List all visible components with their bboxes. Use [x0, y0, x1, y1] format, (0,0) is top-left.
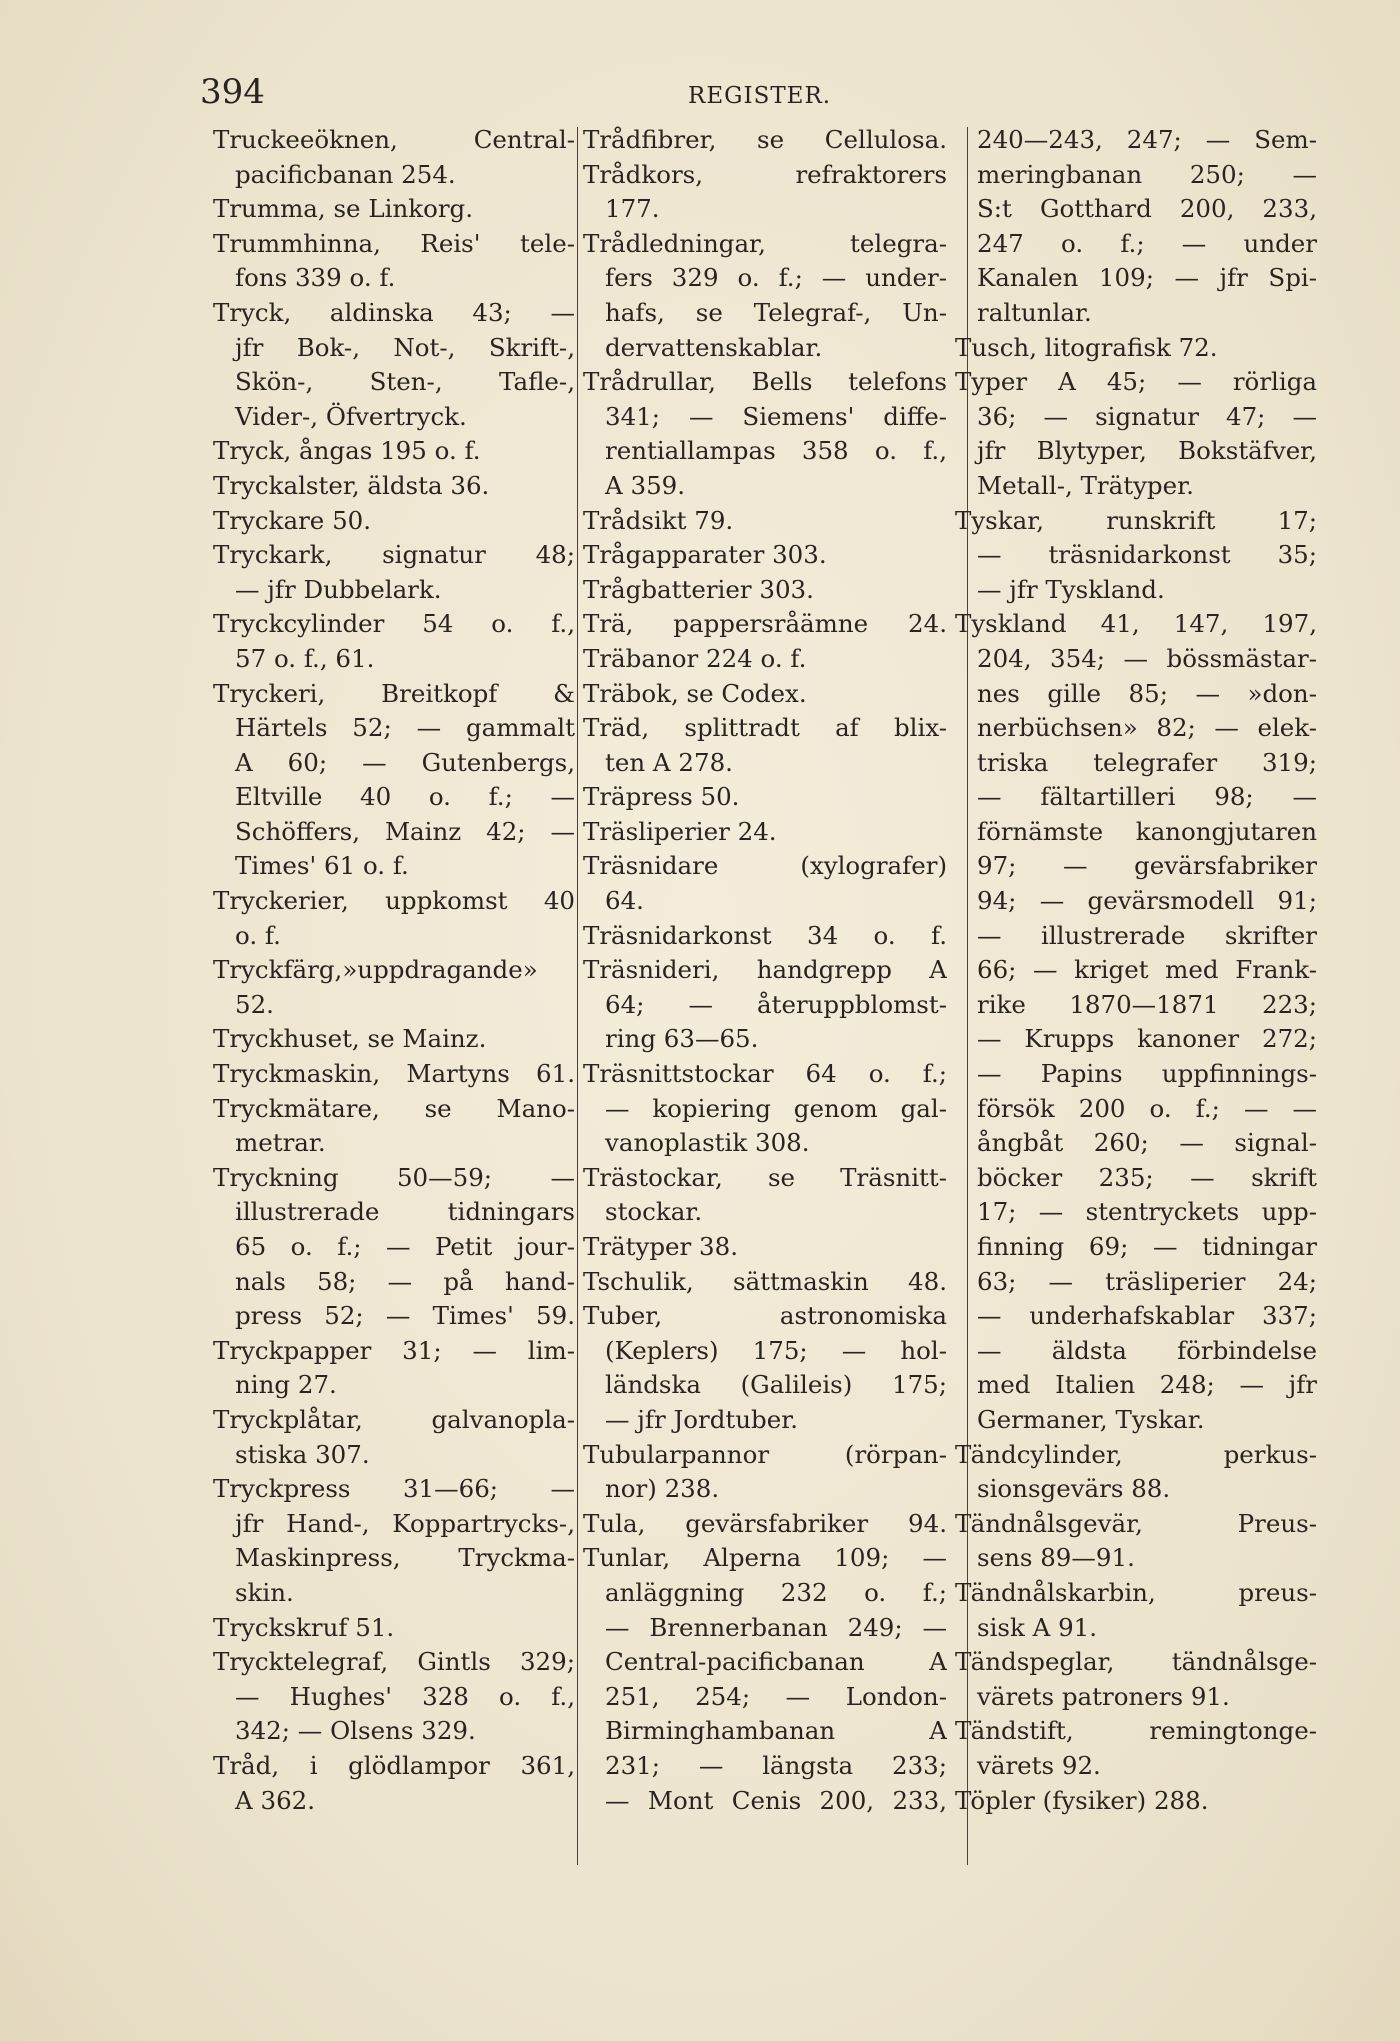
- index-line: — Krupps kanoner 272;: [977, 1024, 1317, 1054]
- index-line: Tryckning 50—59; —: [213, 1162, 575, 1192]
- running-head: REGISTER.: [688, 83, 832, 109]
- index-line: ländska (Galileis) 175;: [605, 1370, 947, 1400]
- index-line: Central-pacificbanan A: [605, 1647, 947, 1677]
- index-line: fers 329 o. f.; — under-: [605, 263, 947, 293]
- index-line: Tyskar, runskrift 17;: [955, 505, 1317, 535]
- index-line: Tyskland 41, 147, 197,: [955, 609, 1317, 639]
- index-line: — Hughes' 328 o. f.,: [235, 1681, 575, 1711]
- index-line: Tryckpapper 31; — lim-: [213, 1335, 575, 1365]
- index-line: Träbanor 224 o. f.: [583, 643, 807, 673]
- index-line: 57 o. f., 61.: [235, 643, 375, 673]
- index-line: Tändnålsgevär, Preus-: [955, 1508, 1317, 1538]
- page-number: 394: [200, 72, 265, 112]
- index-line: Töpler (fysiker) 288.: [955, 1785, 1209, 1815]
- index-line: stiska 307.: [235, 1439, 370, 1469]
- index-line: — jfr Dubbelark.: [235, 574, 442, 604]
- index-line: sisk A 91.: [977, 1612, 1098, 1642]
- index-line: Tryckplåtar, galvanopla-: [213, 1404, 575, 1434]
- index-line: Tändspeglar, tändnålsge-: [955, 1647, 1317, 1677]
- index-line: Trummhinna, Reis' tele-: [213, 228, 575, 258]
- index-line: — jfr Tyskland.: [977, 574, 1165, 604]
- index-line: Vider-, Öfvertryck.: [235, 401, 467, 431]
- index-line: 65 o. f.; — Petit jour-: [235, 1232, 575, 1261]
- index-line: o. f.: [235, 920, 281, 950]
- index-line: Typer A 45; — rörliga: [955, 367, 1317, 397]
- index-line: metrar.: [235, 1128, 326, 1158]
- index-line: Metall-, Trätyper.: [977, 470, 1194, 500]
- index-line: Trågbatterier 303.: [583, 574, 814, 604]
- index-line: 341; — Siemens' diffe-: [605, 401, 947, 431]
- index-line: 177.: [605, 194, 660, 224]
- index-line: Tunlar, Alperna 109; —: [583, 1543, 947, 1573]
- index-line: Tryckark, signatur 48;: [213, 540, 575, 570]
- index-line: Träsnittstockar 64 o. f.;: [583, 1059, 947, 1089]
- index-line: nals 58; — på hand-: [235, 1266, 575, 1296]
- index-line: 36; — signatur 47; —: [977, 401, 1317, 431]
- index-line: Tryckskruf 51.: [213, 1612, 395, 1642]
- index-line: Tråd, i glödlampor 361,: [213, 1750, 575, 1780]
- index-line: fons 339 o. f.: [235, 263, 396, 293]
- index-line: Trådledningar, telegra-: [583, 228, 947, 258]
- index-line: Tryckpress 31—66; —: [213, 1474, 575, 1504]
- index-line: 94; — gevärsmodell 91;: [977, 886, 1317, 916]
- index-line: — Brennerbanan 249; —: [605, 1612, 947, 1642]
- index-line: Germaner, Tyskar.: [977, 1404, 1205, 1434]
- index-line: Tändnålskarbin, preus-: [955, 1577, 1317, 1607]
- index-line: pacificbanan 254.: [235, 159, 456, 189]
- index-line: med Italien 248; — jfr: [977, 1370, 1317, 1400]
- index-line: 17; — stentryckets upp-: [977, 1197, 1317, 1227]
- index-line: — äldsta förbindelse: [977, 1335, 1317, 1365]
- index-line: — Papins uppfinnings-: [977, 1059, 1317, 1089]
- index-line: Tryck, ångas 195 o. f.: [213, 436, 481, 466]
- index-line: — träsnidarkonst 35;: [977, 540, 1317, 570]
- index-line: illustrerade tidningars: [235, 1197, 575, 1227]
- index-line: Trä, pappersråämne 24.: [583, 609, 947, 639]
- index-line: meringbanan 250; —: [977, 159, 1317, 189]
- index-line: 52.: [235, 989, 274, 1019]
- index-line: Träsnidarkonst 34 o. f.: [583, 920, 947, 950]
- index-line: Truckeeöknen, Central-: [213, 125, 575, 154]
- index-line: A 359.: [605, 470, 686, 500]
- index-line: hafs, se Telegraf-, Un-: [605, 297, 947, 327]
- index-line: jfr Hand-, Koppartrycks-,: [235, 1508, 575, 1538]
- index-line: Schöffers, Mainz 42; —: [235, 816, 575, 846]
- index-line: stockar.: [605, 1197, 703, 1227]
- index-line: 204, 354; — bössmästar-: [977, 643, 1317, 673]
- index-line: Tuber, astronomiska: [583, 1301, 947, 1331]
- index-line: — illustrerade skrifter: [977, 920, 1317, 950]
- index-line: Times' 61 o. f.: [235, 851, 409, 881]
- index-line: Maskinpress, Tryckma-: [235, 1543, 575, 1573]
- index-line: (Keplers) 175; — hol-: [605, 1335, 947, 1365]
- index-line: Träd, splittradt af blix-: [583, 713, 947, 743]
- index-line: Trådkors, refraktorers: [583, 159, 947, 189]
- index-line: Tryckmaskin, Martyns 61.: [213, 1059, 575, 1089]
- index-line: Tryckmätare, se Mano-: [213, 1093, 575, 1123]
- index-line: 251, 254; — London-: [605, 1681, 947, 1711]
- index-line: Trycktelegraf, Gintls 329;: [213, 1647, 575, 1677]
- index-column-1: [213, 123, 575, 1818]
- index-line: Härtels 52; — gammalt: [235, 713, 575, 743]
- index-line: rentiallampas 358 o. f.,: [605, 436, 947, 466]
- index-line: Tryckfärg,»uppdragande»: [213, 955, 538, 985]
- index-line: Tryckare 50.: [213, 505, 372, 535]
- index-column-3: [955, 123, 1317, 1818]
- index-line: Trådsikt 79.: [583, 505, 734, 535]
- index-line: Träpress 50.: [583, 782, 740, 812]
- index-line: press 52; — Times' 59.: [235, 1301, 575, 1331]
- index-line: skin.: [235, 1577, 294, 1607]
- index-line: nes gille 85; — »don-: [977, 678, 1317, 708]
- index-line: 240—243, 247; — Sem-: [977, 125, 1317, 154]
- index-line: anläggning 232 o. f.;: [605, 1577, 947, 1607]
- index-line: A 362.: [235, 1785, 316, 1815]
- index-line: — underhafskablar 337;: [977, 1301, 1317, 1331]
- index-line: böcker 235; — skrift: [977, 1162, 1317, 1192]
- index-line: Tubularpannor (rörpan-: [583, 1439, 947, 1469]
- index-line: sionsgevärs 88.: [977, 1474, 1171, 1504]
- index-line: Birminghambanan A: [605, 1716, 947, 1746]
- index-line: vanoplastik 308.: [605, 1128, 810, 1158]
- index-line: Tryckeri, Breitkopf &: [213, 678, 575, 708]
- index-line: Tula, gevärsfabriker 94.: [583, 1508, 947, 1538]
- index-line: — Mont Cenis 200, 233,: [605, 1785, 947, 1815]
- index-line: ning 27.: [235, 1370, 337, 1400]
- index-line: Tryck, aldinska 43; —: [213, 297, 575, 327]
- index-line: raltunlar.: [977, 297, 1092, 327]
- index-line: Tryckerier, uppkomst 40: [213, 886, 575, 916]
- index-line: finning 69; — tidningar: [977, 1232, 1317, 1261]
- index-line: 64; — återuppblomst-: [605, 989, 947, 1019]
- index-line: 247 o. f.; — under: [977, 228, 1317, 258]
- index-line: triska telegrafer 319;: [977, 747, 1317, 777]
- index-line: förnämste kanongjutaren: [977, 816, 1317, 846]
- column-divider: [577, 127, 578, 1865]
- index-line: 97; — gevärsfabriker: [977, 851, 1317, 881]
- index-line: ten A 278.: [605, 747, 733, 777]
- index-line: 66; — kriget med Frank-: [977, 955, 1317, 985]
- index-line: 342; — Olsens 329.: [235, 1716, 476, 1746]
- index-line: ångbåt 260; — signal-: [977, 1128, 1317, 1158]
- index-line: jfr Bok-, Not-, Skrift-,: [235, 332, 575, 362]
- index-line: Tändcylinder, perkus-: [955, 1439, 1317, 1469]
- index-line: Tusch, litografisk 72.: [955, 332, 1218, 362]
- index-line: Tryckhuset, se Mainz.: [213, 1024, 487, 1054]
- index-line: nor) 238.: [605, 1474, 720, 1504]
- index-line: sens 89—91.: [977, 1543, 1135, 1573]
- index-line: S:t Gotthard 200, 233,: [977, 194, 1317, 224]
- index-line: nerbüchsen» 82; — elek-: [977, 713, 1317, 743]
- index-line: Träbok, se Codex.: [583, 678, 807, 708]
- index-line: Träsliperier 24.: [583, 816, 777, 846]
- index-line: jfr Blytyper, Bokstäfver,: [977, 436, 1317, 466]
- index-line: Träsnideri, handgrepp A: [583, 955, 947, 985]
- index-line: — kopiering genom gal-: [605, 1093, 947, 1123]
- index-line: Skön-, Sten-, Tafle-,: [235, 367, 575, 397]
- index-line: Trästockar, se Träsnitt-: [583, 1162, 947, 1192]
- index-line: Tändstift, remingtonge-: [955, 1716, 1317, 1746]
- index-line: rike 1870—1871 223;: [977, 989, 1317, 1019]
- index-line: dervattenskablar.: [605, 332, 823, 362]
- index-column-2: [583, 123, 947, 1818]
- index-line: A 60; — Gutenbergs,: [235, 747, 575, 777]
- index-line: — jfr Jordtuber.: [605, 1404, 799, 1434]
- index-line: Trådfibrer, se Cellulosa.: [583, 125, 947, 154]
- page-header: [0, 72, 1400, 112]
- index-line: Trätyper 38.: [583, 1232, 738, 1261]
- index-line: 231; — längsta 233;: [605, 1750, 947, 1780]
- index-line: Tschulik, sättmaskin 48.: [583, 1266, 947, 1296]
- index-line: — fältartilleri 98; —: [977, 782, 1317, 812]
- index-line: värets 92.: [977, 1750, 1101, 1780]
- index-line: Trågapparater 303.: [583, 540, 827, 570]
- index-line: 63; — träsliperier 24;: [977, 1266, 1317, 1296]
- index-line: Trumma, se Linkorg.: [213, 194, 474, 224]
- index-line: Eltville 40 o. f.; —: [235, 782, 575, 812]
- index-line: Tryckcylinder 54 o. f.,: [213, 609, 575, 639]
- index-line: Trådrullar, Bells telefons: [583, 367, 947, 397]
- index-line: försök 200 o. f.; — —: [977, 1093, 1317, 1123]
- index-line: ring 63—65.: [605, 1024, 759, 1054]
- index-line: Träsnidare (xylografer): [583, 851, 947, 881]
- index-line: värets patroners 91.: [977, 1681, 1230, 1711]
- index-line: Tryckalster, äldsta 36.: [213, 470, 490, 500]
- index-line: 64.: [605, 886, 644, 916]
- index-line: Kanalen 109; — jfr Spi-: [977, 263, 1317, 293]
